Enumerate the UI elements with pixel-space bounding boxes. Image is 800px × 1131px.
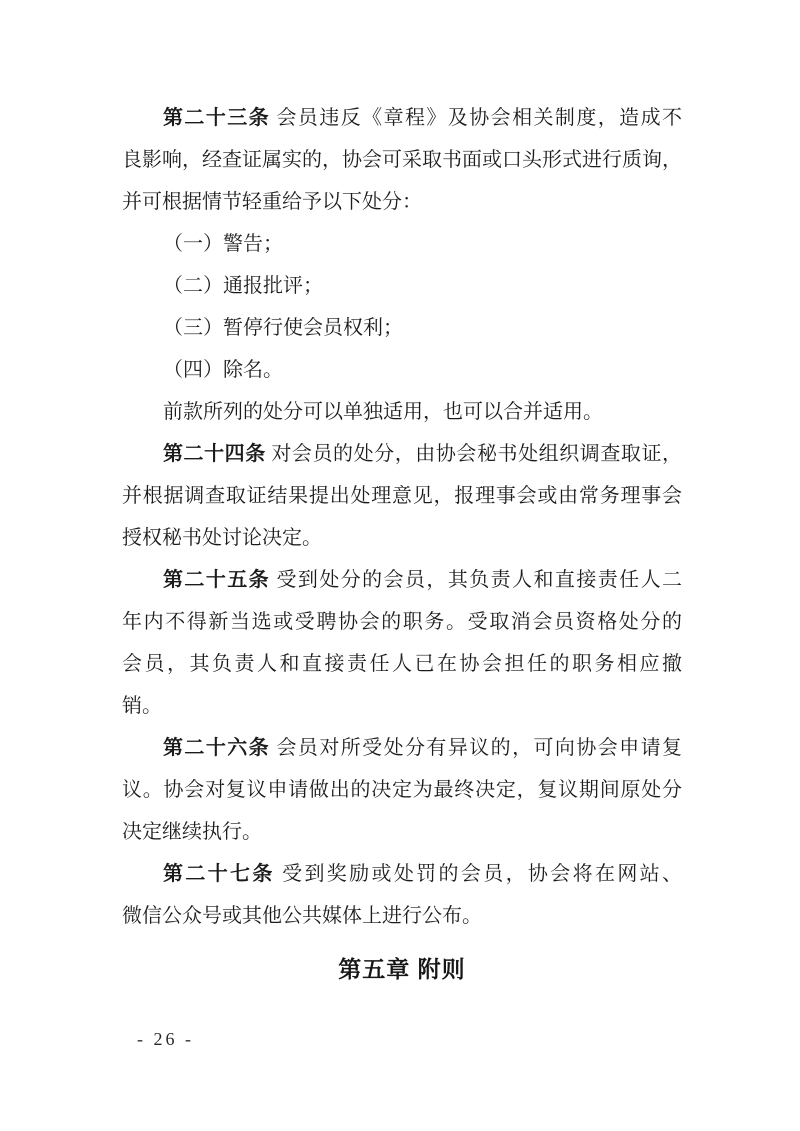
text-line: （二）通报批评； <box>163 275 323 297</box>
text-line: （一）警告； <box>163 233 283 255</box>
chapter-heading: 第五章 附则 <box>338 956 466 982</box>
text-line: 并根据调查取证结果提出处理意见，报理事会或由常务理事会 <box>122 485 682 507</box>
text-line: 销。 <box>122 695 162 717</box>
document-body <box>122 97 682 937</box>
text-line: 并可根据情节轻重给予以下处分： <box>122 191 422 213</box>
text-line: 决定继续执行。 <box>122 821 262 843</box>
text-line: 议。协会对复议申请做出的决定为最终决定，复议期间原处分 <box>122 779 682 801</box>
text-line: 微信公众号或其他公共媒体上进行公布。 <box>122 905 482 927</box>
text-line: 授权秘书处讨论决定。 <box>122 527 322 549</box>
text-line: 第二十七条 受到奖励或处罚的会员，协会将在网站、 <box>163 863 683 885</box>
text-line: 良影响，经查证属实的，协会可采取书面或口头形式进行质询， <box>122 149 682 171</box>
article-paragraph <box>122 97 682 223</box>
list-item <box>122 391 682 433</box>
article-number: 第二十三条 <box>163 107 271 129</box>
article-number: 第二十四条 <box>163 443 266 465</box>
list-item <box>122 307 682 349</box>
text-line: 年内不得新当选或受聘协会的职务。受取消会员资格处分的 <box>122 611 682 633</box>
text-line: 第二十六条 会员对所受处分有异议的，可向协会申请复 <box>163 737 683 759</box>
article-paragraph <box>122 433 682 559</box>
article-number: 第二十六条 <box>163 737 271 759</box>
list-item <box>122 223 682 265</box>
text-line: 第二十三条 会员违反《章程》及协会相关制度，造成不 <box>163 107 683 129</box>
text-line: 第二十五条 受到处分的会员，其负责人和直接责任人二 <box>163 569 683 591</box>
text-line: （四）除名。 <box>163 359 283 381</box>
list-item <box>122 265 682 307</box>
article-number: 第二十五条 <box>163 569 271 591</box>
article-paragraph <box>122 853 682 937</box>
page-number: - 26 - <box>137 1029 194 1049</box>
article-number: 第二十七条 <box>163 863 275 885</box>
article-paragraph <box>122 727 682 853</box>
text-line: 会员，其负责人和直接责任人已在协会担任的职务相应撤 <box>122 653 682 675</box>
text-line: 第二十四条 对会员的处分，由协会秘书处组织调查取证， <box>163 443 683 465</box>
article-paragraph <box>122 559 682 727</box>
text-line: 前款所列的处分可以单独适用，也可以合并适用。 <box>163 401 603 423</box>
text-line: （三）暂停行使会员权利； <box>163 317 403 339</box>
list-item <box>122 349 682 391</box>
